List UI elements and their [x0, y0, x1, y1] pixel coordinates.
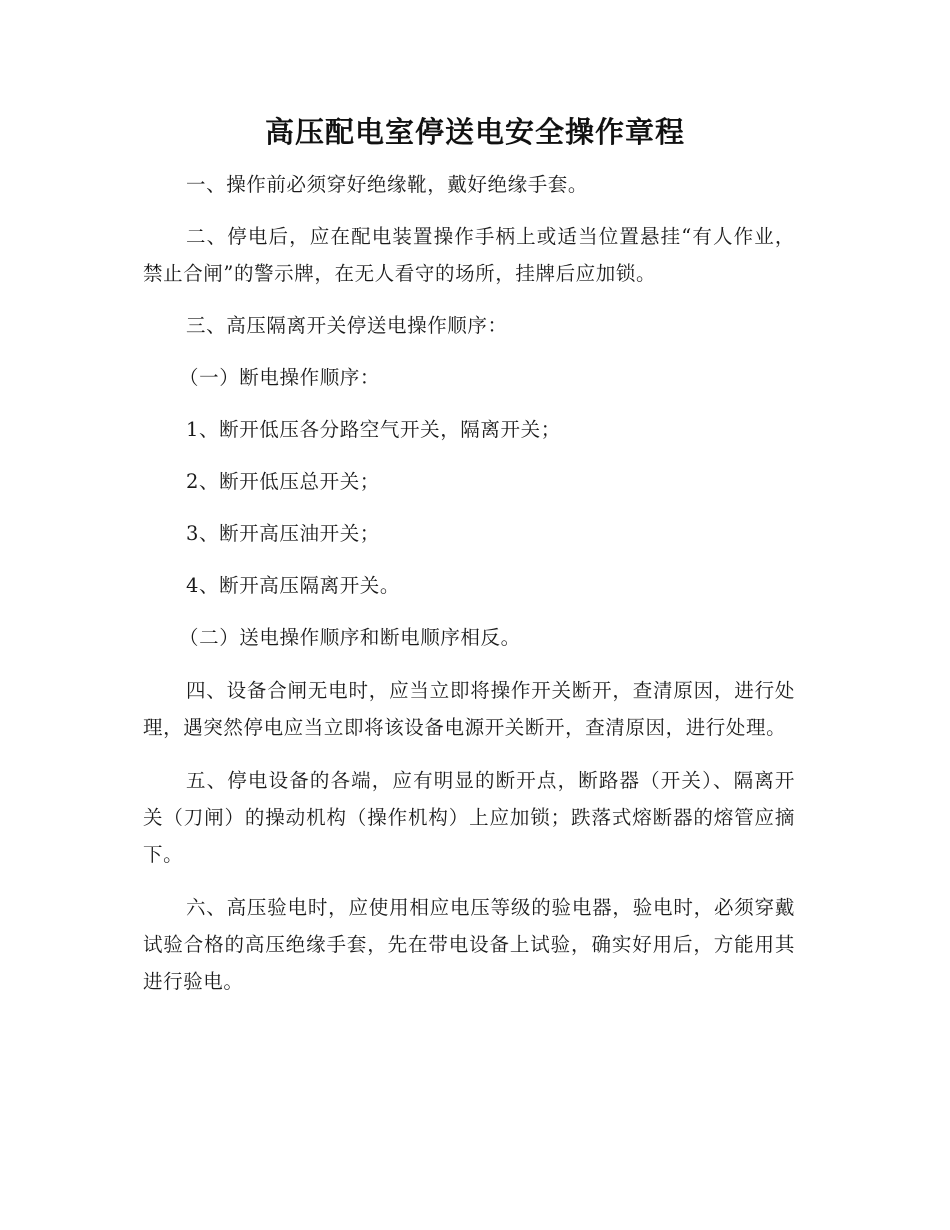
step-item-3: 3、断开高压油开关；	[186, 522, 380, 545]
paragraph-item-4: 四、设备合闸无电时，应当立即将操作开关断开，查清原因，进行处理，遇突然停电应当立即将该设备电源开关断开，查清原因，进行处理。	[143, 679, 795, 739]
step-item-4: 4、断开高压隔离开关。	[186, 574, 401, 597]
sub-heading-power-off-sequence: （一）断电操作顺序：	[179, 366, 381, 389]
paragraph-item-5: 五、停电设备的各端，应有明显的断开点，断路器（开关）、隔离开关（刀闸）的操动机构（操作机构）上应加锁；跌落式熔断器的熔管应摘下。	[143, 769, 795, 866]
step-item-2: 2、断开低压总开关；	[186, 470, 380, 493]
paragraph-item-1: 一、操作前必须穿好绝缘靴，戴好绝缘手套。	[186, 173, 589, 196]
sub-heading-power-on-sequence: （二）送电操作顺序和断电顺序相反。	[179, 626, 521, 649]
paragraph-item-2: 二、停电后，应在配电装置操作手柄上或适当位置悬挂“有人作业，禁止合闸”的警示牌，在无人看守的场所，挂牌后应加锁。	[143, 225, 795, 285]
document-body	[143, 166, 795, 1000]
paragraph-item-3: 三、高压隔离开关停送电操作顺序：	[186, 314, 508, 337]
paragraph-item-6: 六、高压验电时，应使用相应电压等级的验电器，验电时，必须穿戴试验合格的高压绝缘手套，先在带电设备上试验，确实好用后，方能用其进行验电。	[143, 896, 795, 993]
document-title: 高压配电室停送电安全操作章程	[264, 115, 685, 149]
step-item-1: 1、断开低压各分路空气开关，隔离开关；	[186, 418, 561, 441]
